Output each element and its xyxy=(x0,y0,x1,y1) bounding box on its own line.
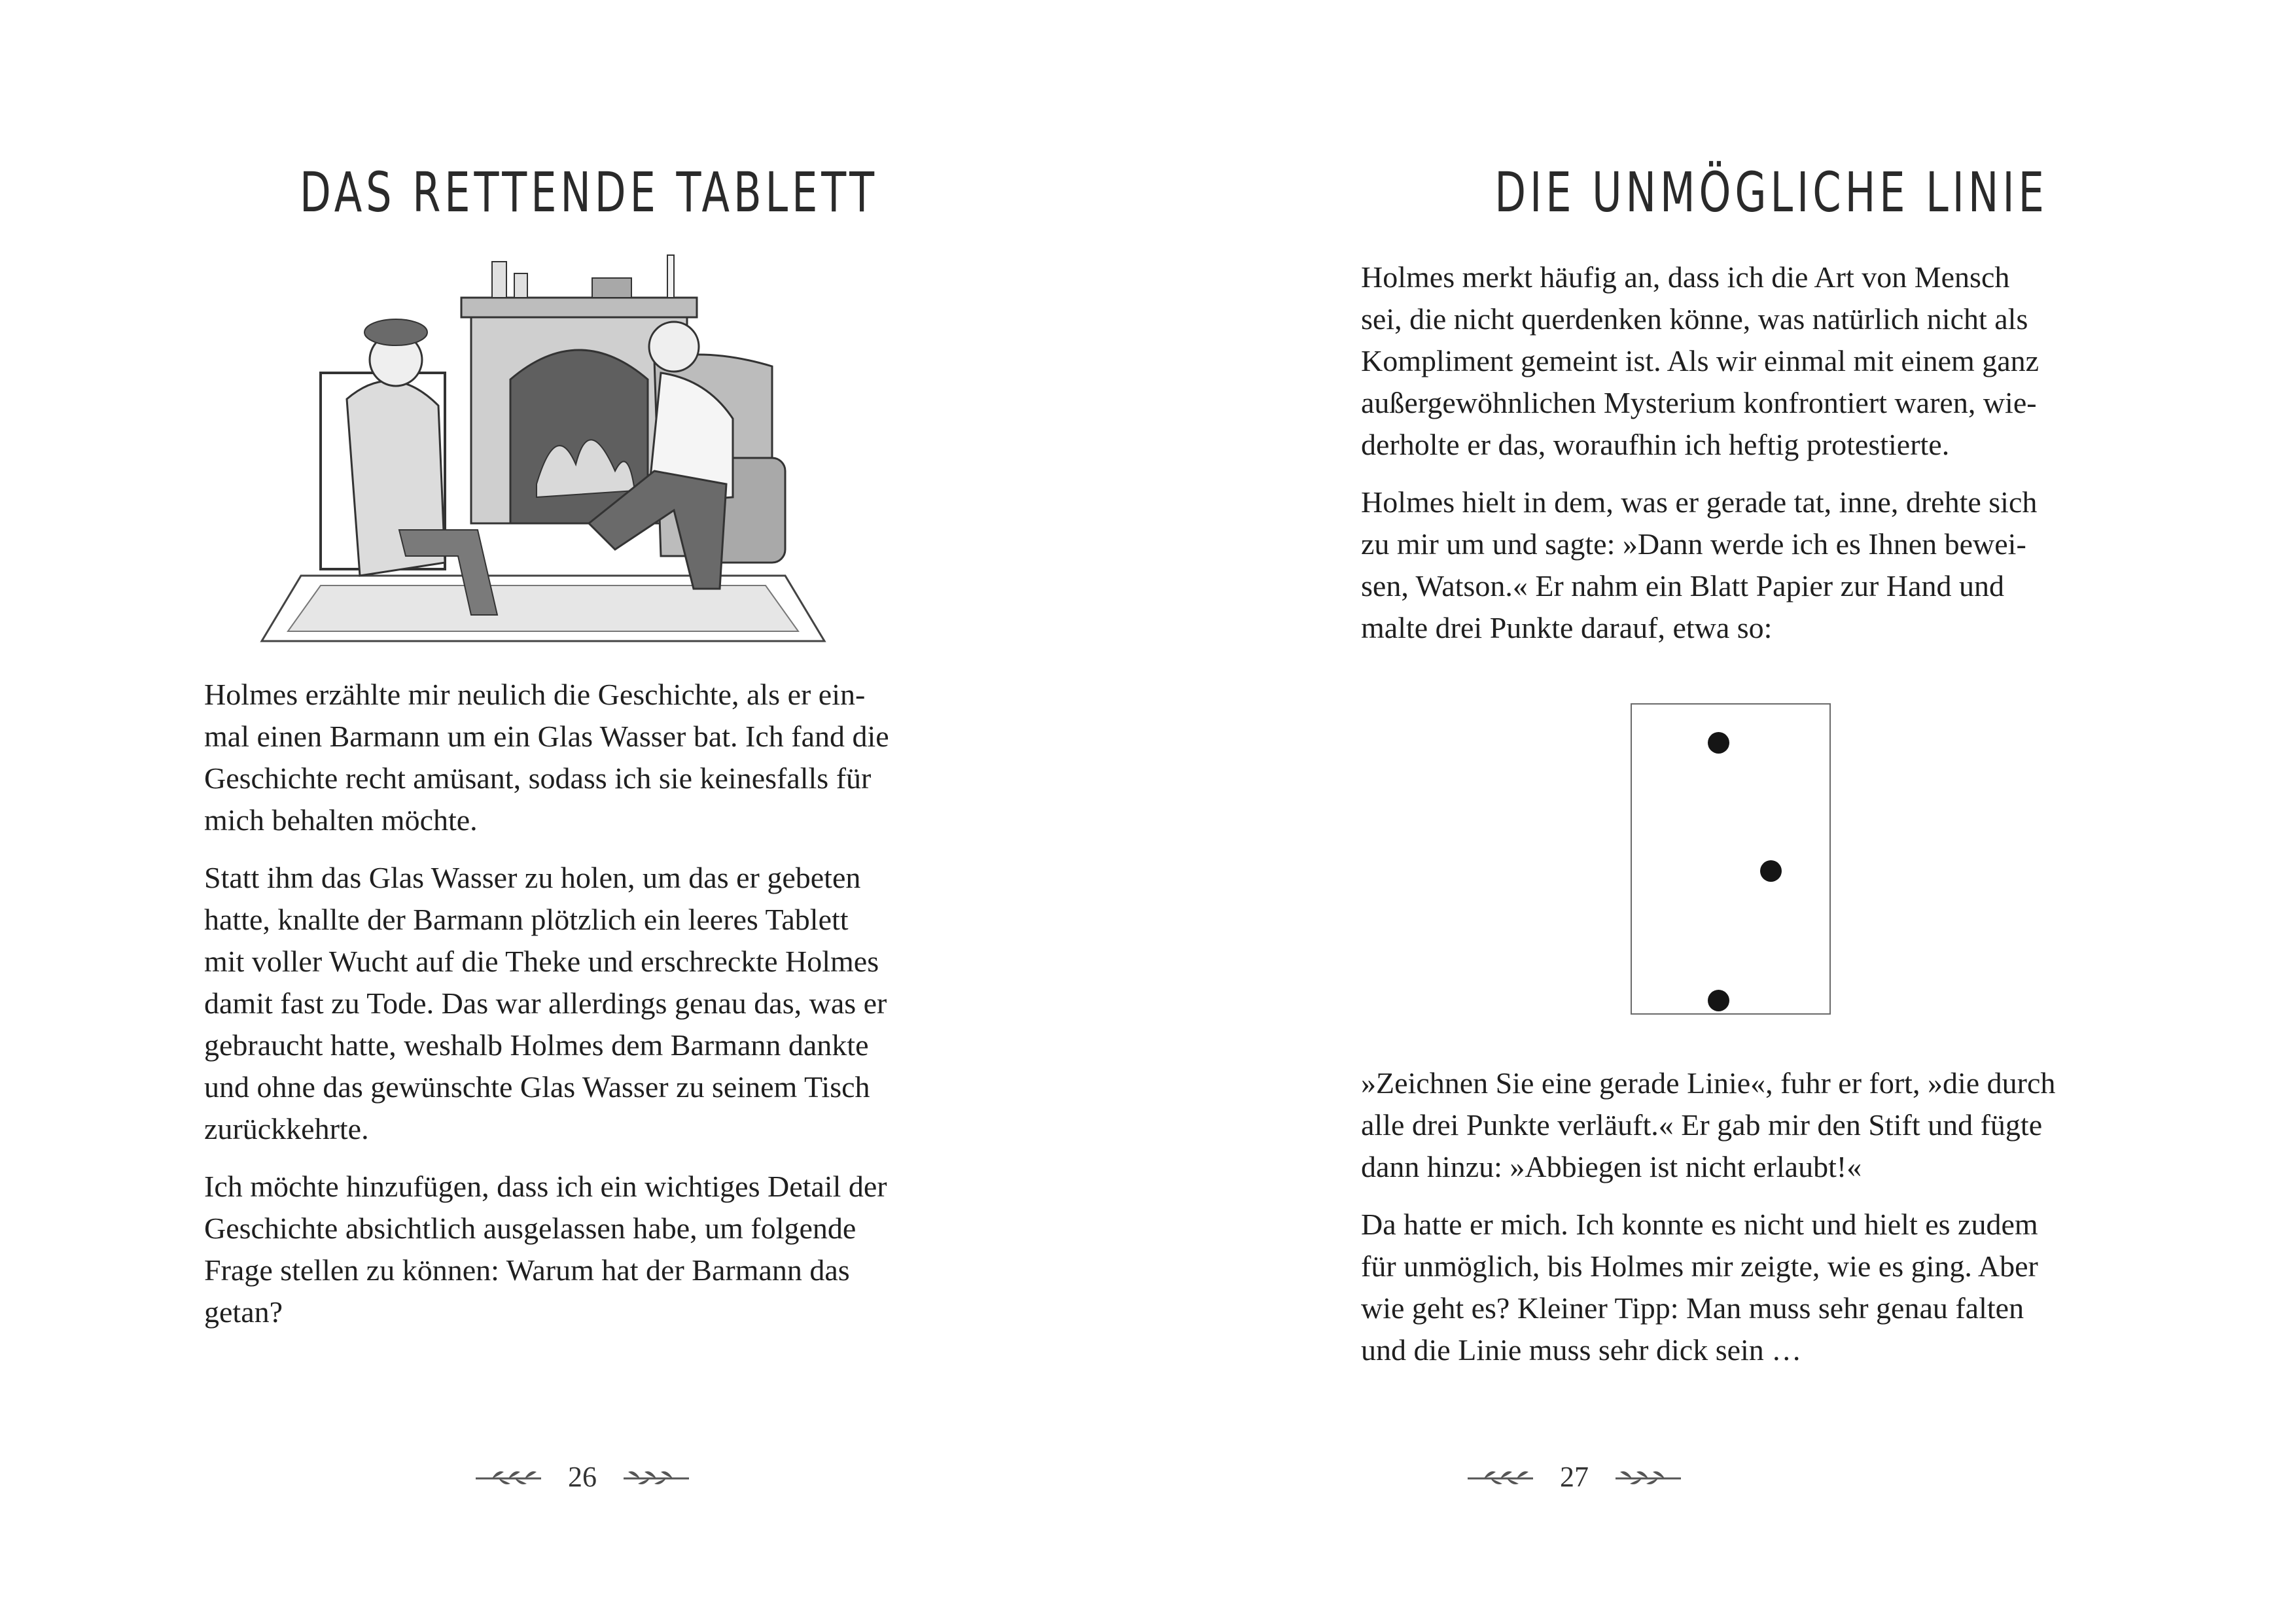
bottle-2 xyxy=(514,273,527,298)
dot xyxy=(1708,732,1729,754)
sprig-right-icon xyxy=(1612,1464,1684,1490)
right-figure-head xyxy=(649,322,699,372)
fireside-illustration xyxy=(249,249,838,648)
right-page xyxy=(1148,0,2296,1623)
sprig-right-icon xyxy=(620,1464,692,1490)
right-page-body-top xyxy=(1361,256,2146,665)
dot xyxy=(1708,990,1729,1011)
paragraph: Holmes erzählte mir neulich die Geschichte, als er ein- mal einen Barmann um ein Glas Wasser bat. Ich fand die Geschichte recht amüsant, sodass ich sie keinesfalls für mich behalten möchte. xyxy=(204,678,889,837)
left-page-footer xyxy=(458,1451,707,1503)
page-number: 27 xyxy=(1560,1461,1589,1493)
books xyxy=(592,278,631,298)
three-dots-figure xyxy=(1631,703,1831,1015)
dot xyxy=(1760,860,1782,882)
paragraph: Holmes hielt in dem, was er gerade tat, inne, drehte sich zu mir um und sagte: »Dann werde ich es Ihnen bewei- sen, Watson.« Er nahm ein Blatt Papier zur Hand und malte drei Punkte darauf, etwa so: xyxy=(1361,485,2038,644)
sprig-left-icon xyxy=(472,1464,544,1490)
right-page-body-bottom xyxy=(1361,1062,2146,1387)
paragraph: Da hatte er mich. Ich konnte es nicht und hielt es zudem für unmöglich, bis Holmes mir zeigte, wie es ging. Aber wie geht es? Kleiner Tipp: Man muss sehr genau falten und die Linie muss sehr dick sein … xyxy=(1361,1208,2038,1367)
right-page-title: DIE UNMÖGLICHE LINIE xyxy=(1494,160,2048,224)
sprig-left-icon xyxy=(1464,1464,1536,1490)
paragraph: Ich möchte hinzufügen, dass ich ein wichtiges Detail der Geschichte absichtlich ausgelassen habe, um folgende Frage stellen zu können: Warum hat der Barmann das getan? xyxy=(204,1170,887,1329)
mantel xyxy=(461,298,697,317)
paragraph: Holmes merkt häufig an, dass ich die Art von Mensch sei, die nicht querdenken könne, was natürlich nicht als Kompliment gemeint ist. Als wir einmal mit einem ganz außergewöhnlichen Mysterium konfrontiert waren, wie- derholte er das, woraufhin ich heftig protestierte. xyxy=(1361,260,2040,461)
bottle-1 xyxy=(492,262,506,298)
bowler-hat xyxy=(364,319,427,345)
page-number: 26 xyxy=(568,1461,597,1493)
left-page-title: DAS RETTENDE TABLETT xyxy=(300,160,878,224)
rug-inner xyxy=(288,585,798,631)
candle xyxy=(667,255,674,298)
left-page-body xyxy=(204,674,989,1349)
right-page-footer xyxy=(1450,1451,1699,1503)
paragraph: »Zeichnen Sie eine gerade Linie«, fuhr er fort, »die durch alle drei Punkte verläuft.« Er gab mir den Stift und fügte dann hinzu: »Abbiegen ist nicht erlaubt!« xyxy=(1361,1066,2056,1183)
paragraph: Statt ihm das Glas Wasser zu holen, um das er gebeten hatte, knallte der Barmann plötzlich ein leeres Tablett mit voller Wucht auf die Theke und erschreckte Holmes damit fast zu Tode. Das war allerdings genau das, was er gebraucht hatte, weshalb Holmes dem Barmann dankte und ohne das gewünschte Glas Wasser zu seinem Tisch zurückkehrte. xyxy=(204,861,887,1145)
